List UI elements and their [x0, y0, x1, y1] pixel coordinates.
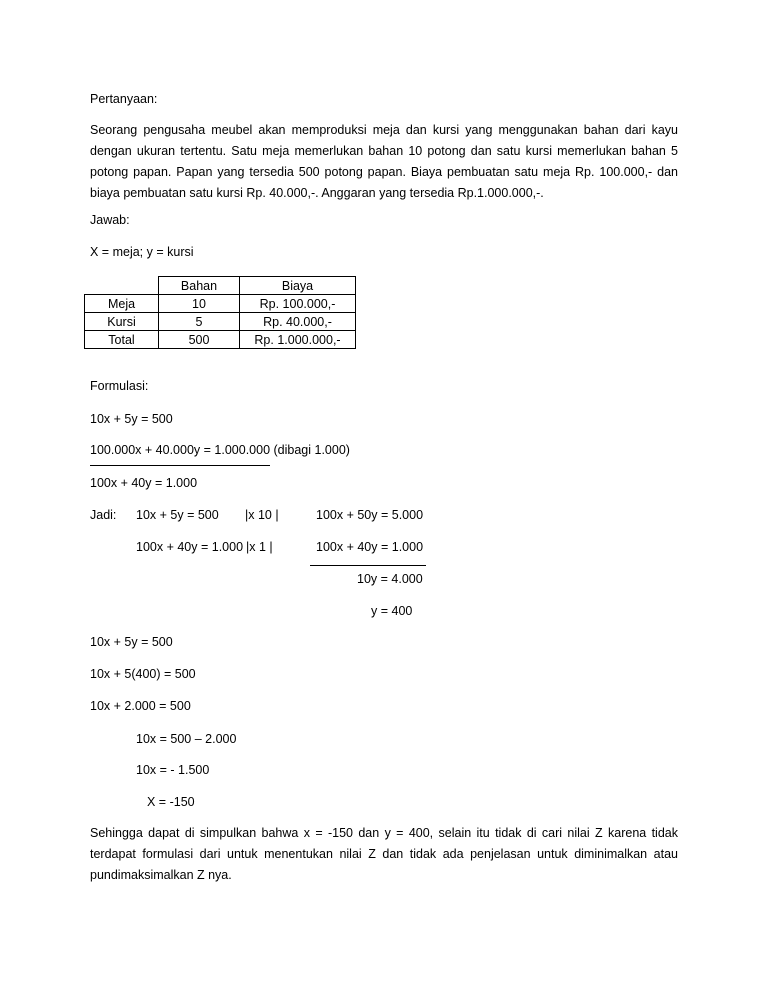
substitution-step-5: 10x = - 1.500: [136, 763, 210, 777]
equation-3: 100x + 40y = 1.000: [90, 476, 198, 490]
table-header-cell: [85, 277, 159, 295]
table-cell: 5: [159, 313, 240, 331]
table-row: [85, 331, 356, 349]
formulation-heading: Formulasi:: [90, 379, 149, 393]
table-cell: Rp. 40.000,-: [240, 313, 356, 331]
table-cell: Kursi: [85, 313, 159, 331]
answer-heading: Jawab:: [90, 213, 130, 227]
table-row: [85, 313, 356, 331]
multiplier-1: |x 10 |: [245, 508, 279, 522]
substitution-step-4: 10x = 500 – 2.000: [136, 732, 237, 746]
variables-definition: X = meja; y = kursi: [90, 245, 194, 259]
subtraction-line: [310, 565, 426, 566]
table-cell: Rp. 1.000.000,-: [240, 331, 356, 349]
substitution-step-1: 10x + 5y = 500: [90, 635, 173, 649]
table-cell: 10: [159, 295, 240, 313]
substitution-step-2: 10x + 5(400) = 500: [90, 667, 196, 681]
table-row: [85, 295, 356, 313]
substitution-step-3: 10x + 2.000 = 500: [90, 699, 191, 713]
x-result: X = -150: [147, 795, 195, 809]
data-table: [84, 276, 356, 349]
elimination-eq2-result: 100x + 40y = 1.000: [316, 540, 424, 554]
conclusion-text: Sehingga dapat di simpulkan bahwa x = -150 dan y = 400, selain itu tidak di cari nilai Z karena tidak terdapat formulasi dari untuk menentukan nilai Z dan tidak ada penjelasan untuk diminimalkan atau pundimaksimalkan Z nya.: [90, 826, 678, 882]
question-heading: Pertanyaan:: [90, 92, 158, 106]
elimination-label: Jadi:: [90, 508, 117, 522]
table-header-cell: Bahan: [159, 277, 240, 295]
equation-2: 100.000x + 40.000y = 1.000.000 (dibagi 1.000): [90, 443, 350, 457]
elimination-eq1: 10x + 5y = 500: [136, 508, 219, 522]
question-text: Seorang pengusaha meubel akan memproduksi meja dan kursi yang menggunakan bahan dari kayu dengan ukuran tertentu. Satu meja memerlukan bahan 10 potong dan satu kursi memerlukan bahan 5 potong papan. Papan yang tersedia 500 potong papan. Biaya pembuatan satu meja Rp. 100.000,- dan biaya pembuatan satu kursi Rp. 40.000,-. Anggaran yang tersedia Rp.1.000.000,-.: [90, 123, 678, 200]
table-cell: Total: [85, 331, 159, 349]
elimination-eq2: 100x + 40y = 1.000: [136, 540, 244, 554]
y-result: y = 400: [371, 604, 413, 618]
table-cell: 500: [159, 331, 240, 349]
table-header-cell: Biaya: [240, 277, 356, 295]
elimination-eq1-result: 100x + 50y = 5.000: [316, 508, 424, 522]
underline-divider: [90, 465, 270, 466]
table-cell: Rp. 100.000,-: [240, 295, 356, 313]
multiplier-2: |x 1 |: [246, 540, 273, 554]
difference-result: 10y = 4.000: [357, 572, 423, 586]
equation-1: 10x + 5y = 500: [90, 412, 173, 426]
table-cell: Meja: [85, 295, 159, 313]
table-header-row: [85, 277, 356, 295]
